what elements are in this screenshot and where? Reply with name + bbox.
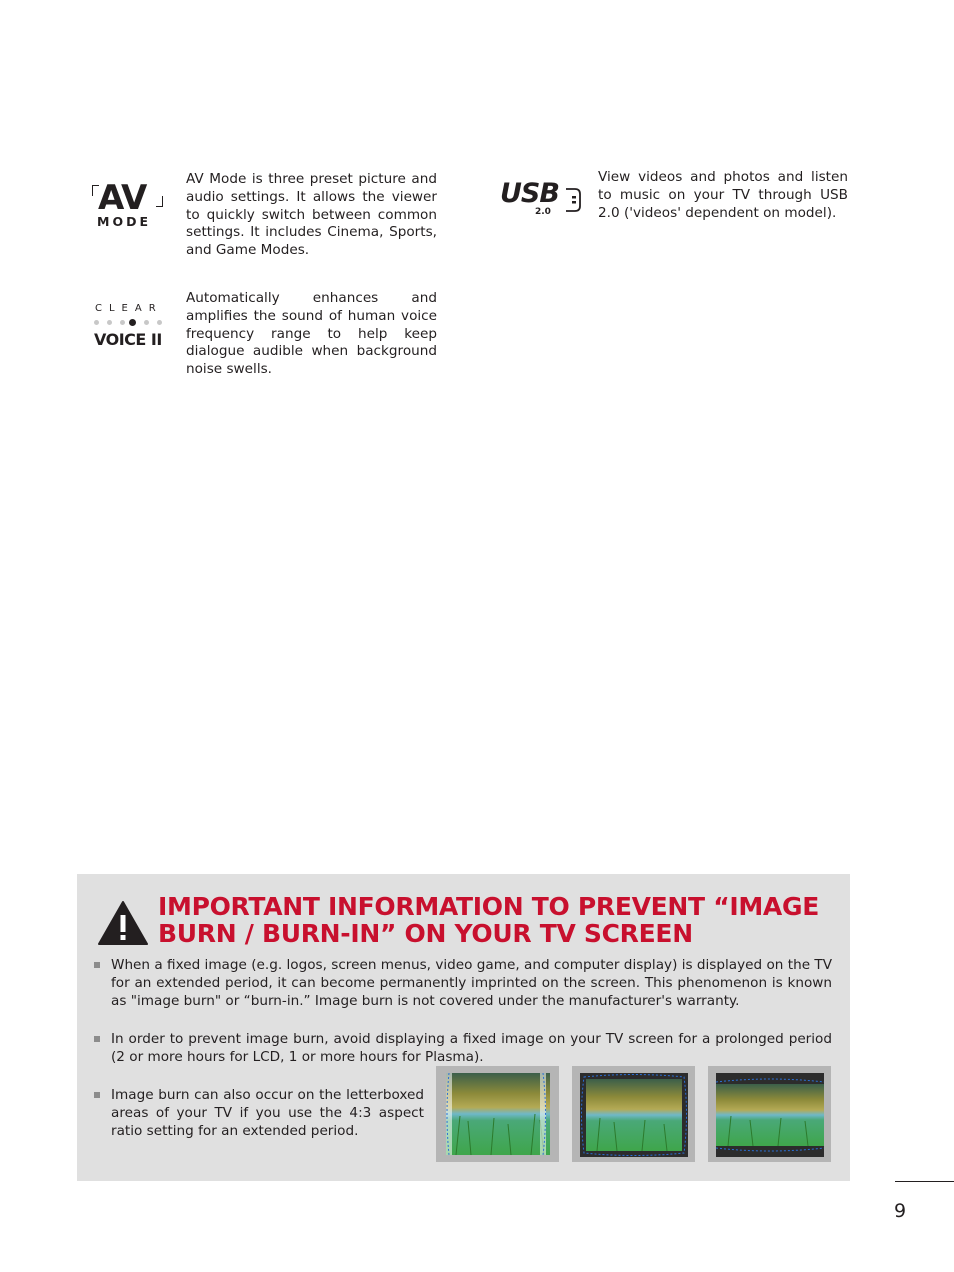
bullet-square-icon [94,1092,100,1098]
mode-logo-text: MODE [97,214,151,229]
warning-bullet-text: When a fixed image (e.g. logos, screen menus, video game, and computer display) is displayed on the TV for an extended period, it can become permanently imprinted on the screen. This phenomenon is known as "image burn" or “burn-in.” Image burn is not covered under the manufacturer's warranty. [111,957,832,1009]
clear-logo-text: CLEAR [95,303,163,314]
warning-bullet-text: In order to prevent image burn, avoid displaying a fixed image on your TV screen for a prolonged period (2 or more hours for LCD, 1 or more hours for Plasma). [111,1031,832,1065]
clear-voice-logo [90,303,170,349]
usb-description: View videos and photos and listen to music on your TV through USB 2.0 ('videos' dependent on model). [598,169,848,221]
burn-in-example-image-3 [708,1066,831,1162]
warning-title: IMPORTANT INFORMATION TO PREVENT “IMAGE BURN / BURN-IN” ON YOUR TV SCREEN [158,892,819,948]
burn-in-example-image-1 [436,1066,559,1162]
usb-plug-icon [565,188,581,212]
bullet-square-icon [94,1036,100,1042]
warning-bullet-text: Image burn can also occur on the letterboxed areas of your TV if you use the 4:3 aspect ratio setting for an extended period. [111,1087,424,1139]
page-number-rule [895,1181,954,1182]
usb-logo-text: USB [500,178,559,209]
warning-bullet-1 [111,957,832,1010]
usb-version-text: 2.0 [535,207,551,217]
usb-logo [500,180,590,222]
av-mode-logo [90,178,166,229]
voice-logo-text: VOICE II [94,330,162,349]
voice-level-dots-icon [92,319,168,327]
av-mode-description: AV Mode is three preset picture and audio settings. It allows the viewer to quickly switch between common settings. It includes Cinema, Sports, and Game Modes. [186,171,437,259]
clear-voice-description: Automatically enhances and amplifies the sound of human voice frequency range to help keep dialogue audible when background noise swells. [186,290,437,378]
burn-in-example-image-2 [572,1066,695,1162]
page-number: 9 [894,1200,907,1222]
av-logo-text: AV [98,178,147,218]
warning-triangle-icon [97,900,149,946]
bullet-square-icon [94,962,100,968]
warning-bullet-3 [111,1087,424,1140]
logo-bracket-bottom [156,196,163,207]
warning-bullet-2 [111,1031,832,1067]
